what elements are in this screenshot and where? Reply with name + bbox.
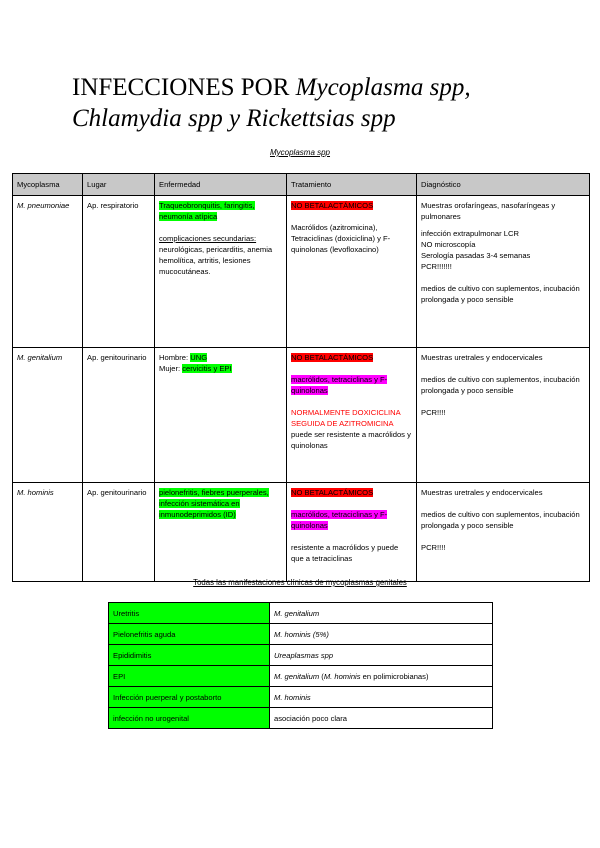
table-row: [13, 196, 590, 348]
organism-cell: M. genitalium: [13, 348, 83, 483]
table-row: [109, 708, 493, 729]
manif-value: asociación poco clara: [270, 708, 493, 729]
diagnostico-cell: [417, 348, 590, 483]
tratamiento-cell: [287, 196, 417, 348]
manif-value-rest: (5%): [310, 629, 329, 639]
table-row: [13, 483, 590, 582]
treatment-red-text: NORMALMENTE DOXICICLINA SEGUIDA DE AZITROMICINA: [291, 408, 401, 428]
page-title: [72, 72, 542, 134]
manif-label: EPI: [109, 666, 270, 687]
manif-value-italic: M. hominis: [274, 629, 311, 639]
hombre-label: Hombre:: [159, 353, 191, 362]
diag-line: medios de cultivo con suplementos, incubación prolongada y poco sensible: [421, 510, 580, 530]
enfermedad-cell: [155, 483, 287, 582]
table-row: [109, 687, 493, 708]
hombre-value: UNG: [190, 353, 208, 362]
manif-value: [270, 645, 493, 666]
diag-line: Muestras orofaríngeas, nasofaríngeas y pulmonares: [421, 201, 556, 221]
manif-label: infección no urogenital: [109, 708, 270, 729]
manif-value-rest: en polimicrobianas): [360, 671, 429, 681]
manif-value: [270, 666, 493, 687]
mycoplasma-table: [12, 173, 590, 582]
diag-line: PCR!!!!: [421, 543, 446, 552]
no-betalactam-label: NO BETALACTÁMICOS: [291, 353, 374, 362]
complications-title: complicaciones secundarias:: [159, 234, 257, 243]
diag-line: medios de cultivo con suplementos, incubación prolongada y poco sensible: [421, 284, 580, 304]
mujer-value: cervicitis y EPI: [182, 364, 232, 373]
table-row: [109, 603, 493, 624]
manif-value-italic-2: M. hominis: [323, 671, 361, 681]
section-subtitle: Mycoplasma spp: [269, 148, 331, 157]
tratamiento-cell: [287, 348, 417, 483]
treatment-text: resistente a macrólidos y puede que a tetraciclinas: [291, 543, 399, 563]
diag-line: NO microscopía: [421, 240, 476, 249]
organism-cell: M. hominis: [13, 483, 83, 582]
col-header-tratamiento: Tratamiento: [287, 174, 417, 196]
diagnostico-cell: [417, 483, 590, 582]
table-row: [109, 666, 493, 687]
table-row: [13, 348, 590, 483]
title-italic-1: Mycoplasma spp,: [295, 74, 471, 101]
manif-label: Epididimitis: [109, 645, 270, 666]
organism-cell: M. pneumoniae: [13, 196, 83, 348]
diagnostico-cell: [417, 196, 590, 348]
manif-label: Uretritis: [109, 603, 270, 624]
manif-value: [270, 624, 493, 645]
col-header-lugar: Lugar: [83, 174, 155, 196]
manif-value: [270, 687, 493, 708]
diag-line: medios de cultivo con suplementos, incubación prolongada y poco sensible: [421, 375, 580, 395]
diag-line: PCR!!!!!!!: [421, 262, 452, 271]
treatment-magenta: macrólidos, tetraciclinas y F-quinolonas: [291, 375, 388, 395]
manif-value-italic: M. hominis: [274, 692, 311, 702]
diag-line: Muestras uretrales y endocervicales: [421, 353, 543, 362]
col-header-diagnostico: Diagnóstico: [417, 174, 590, 196]
title-prefix: INFECCIONES POR: [72, 74, 296, 101]
manif-label: Pielonefritis aguda: [109, 624, 270, 645]
manif-value: M. genitalium: [270, 603, 493, 624]
mujer-label: Mujer:: [159, 364, 183, 373]
manif-value-mid: (: [319, 671, 324, 681]
complications-text: neurológicas, pericarditis, anemia hemolítica, artritis, lesiones mucocutáneas.: [159, 245, 273, 276]
diag-line: Serología pasadas 3-4 semanas: [421, 251, 531, 260]
table-row: [109, 624, 493, 645]
lugar-cell: Ap. genitourinario: [83, 483, 155, 582]
disease-highlight: Traqueobronquitis, faringitis, neumonía atípica: [159, 201, 255, 221]
no-betalactam-label: NO BETALACTÁMICOS: [291, 201, 374, 210]
title-italic-2: Chlamydia spp y Rickettsias spp: [72, 105, 396, 132]
manifestations-table: [108, 602, 493, 729]
diag-line: PCR!!!!: [421, 408, 446, 417]
lugar-cell: Ap. respiratorio: [83, 196, 155, 348]
treatment-text: Macrólidos (azitromicina), Tetraciclinas (doxiciclina) y F-quinolonas (levofloxacino): [291, 223, 391, 254]
enfermedad-cell: [155, 196, 287, 348]
lugar-cell: Ap. genitourinario: [83, 348, 155, 483]
col-header-mycoplasma: Mycoplasma: [13, 174, 83, 196]
enfermedad-cell: [155, 348, 287, 483]
manif-label: Infección puerperal y postaborto: [109, 687, 270, 708]
treatment-magenta: macrólidos, tetraciclinas y F-quinolonas: [291, 510, 388, 530]
diag-line: infección extrapulmonar LCR: [421, 229, 519, 238]
table-header-row: [13, 174, 590, 196]
manifestations-heading: Todas las manifestaciones clínicas de mycoplasmas genitales: [193, 578, 407, 587]
treatment-text: puede ser resistente a macrólidos y quinolonas: [291, 430, 411, 450]
disease-highlight: pielonefritis, fiebres puerperales, infección sistemática en inmunodeprimidos (ID): [159, 488, 269, 519]
manif-value-italic: M. genitalium: [274, 671, 320, 681]
table-row: [109, 645, 493, 666]
tratamiento-cell: [287, 483, 417, 582]
col-header-enfermedad: Enfermedad: [155, 174, 287, 196]
manif-value-italic: Ureaplasmas spp: [274, 650, 334, 660]
diag-line: Muestras uretrales y endocervicales: [421, 488, 543, 497]
no-betalactam-label: NO BETALACTÁMICOS: [291, 488, 374, 497]
